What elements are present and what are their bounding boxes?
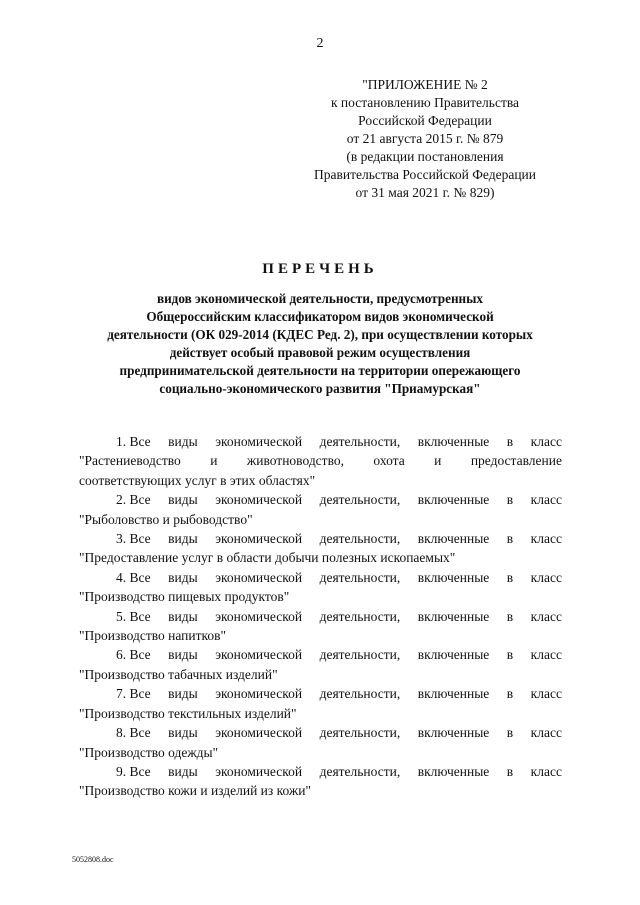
- item-word: виды: [168, 569, 198, 585]
- item-word: в: [506, 569, 514, 585]
- appendix-line: к постановлению Правительства: [330, 95, 520, 110]
- item-word: класс: [530, 492, 562, 508]
- item-word: деятельности,: [319, 647, 401, 663]
- list-item: [79, 432, 562, 490]
- item-first-line: [79, 490, 562, 509]
- item-word: виды: [168, 608, 198, 624]
- item-word: включенные: [417, 531, 490, 547]
- item-word: и: [434, 453, 442, 469]
- subtitle-line: предпринимательской деятельности на территории опережающего: [119, 363, 521, 378]
- item-first-line: [79, 645, 562, 664]
- item-first-line: [79, 568, 562, 587]
- item-word: экономической: [215, 686, 303, 702]
- item-word: включенные: [417, 763, 490, 779]
- item-word: класс: [530, 725, 562, 741]
- appendix-line: Российской Федерации: [358, 113, 492, 128]
- item-class-name: "Предоставление услуг в области добычи полезных ископаемых": [79, 550, 456, 566]
- item-word: в: [506, 434, 514, 449]
- item-first-line: [79, 607, 562, 626]
- item-third-line: соответствующих услуг в этих областях": [79, 472, 316, 488]
- item-word: класс: [530, 608, 562, 624]
- subtitle-line: деятельности (ОК 029-2014 (КДЕС Ред. 2), при осуществлении которых: [107, 327, 533, 342]
- item-word: включенные: [417, 492, 490, 508]
- item-word: предоставление: [470, 453, 562, 469]
- item-word: экономической: [215, 531, 303, 547]
- item-word: 9. Все: [116, 763, 151, 779]
- item-word: включенные: [417, 569, 490, 585]
- item-word: деятельности,: [319, 531, 401, 547]
- item-word: в: [506, 725, 514, 741]
- subtitle-line: видов экономической деятельности, предусмотренных: [156, 291, 484, 306]
- item-word: экономической: [215, 569, 303, 585]
- item-word: деятельности,: [319, 569, 401, 585]
- item-word: экономической: [215, 647, 303, 663]
- appendix-line: "ПРИЛОЖЕНИЕ № 2: [362, 77, 488, 92]
- item-word: класс: [530, 647, 562, 663]
- item-first-line: [79, 684, 562, 703]
- item-first-line: [79, 723, 562, 742]
- item-word: экономической: [215, 763, 303, 779]
- item-word: включенные: [417, 608, 490, 624]
- item-word: включенные: [417, 725, 490, 741]
- item-word: виды: [168, 434, 198, 449]
- item-word: экономической: [215, 608, 303, 624]
- item-word: включенные: [417, 686, 490, 702]
- item-word: включенные: [417, 647, 490, 663]
- item-word: деятельности,: [319, 686, 401, 702]
- subtitle-line: действует особый правовой режим осуществления: [169, 345, 471, 360]
- item-word: 2. Все: [116, 492, 151, 508]
- list-item: [79, 684, 562, 723]
- file-footer: 5052808.doc: [72, 855, 114, 864]
- subtitle-line: социально-экономического развития "Приамурская": [159, 381, 481, 396]
- item-word: 1. Все: [116, 434, 151, 449]
- item-word: в: [506, 608, 514, 624]
- item-word: экономической: [215, 434, 303, 449]
- item-word: в: [506, 686, 514, 702]
- list-item: [79, 607, 562, 646]
- item-first-line: [79, 432, 562, 451]
- item-class-name: "Производство напитков": [79, 628, 227, 644]
- item-word: класс: [530, 531, 562, 547]
- item-word: экономической: [215, 725, 303, 741]
- item-class-name: "Производство текстильных изделий": [79, 705, 297, 721]
- page-number: 2: [316, 36, 324, 51]
- item-word: виды: [168, 492, 198, 508]
- item-word: виды: [168, 686, 198, 702]
- subtitle-line: Общероссийским классификатором видов экономической: [146, 309, 494, 324]
- item-word: виды: [168, 725, 198, 741]
- item-word: "Растениеводство: [79, 453, 181, 469]
- item-word: в: [506, 492, 514, 508]
- item-word: экономической: [215, 492, 303, 508]
- item-word: деятельности,: [319, 492, 401, 508]
- appendix-line: от 21 августа 2015 г. № 879: [346, 131, 504, 146]
- list-item: [79, 529, 562, 568]
- activity-list: [79, 432, 562, 801]
- item-word: деятельности,: [319, 608, 401, 624]
- item-word: в: [506, 531, 514, 547]
- item-word: включенные: [417, 434, 490, 449]
- list-item: [79, 723, 562, 762]
- item-word: и: [210, 453, 218, 469]
- item-word: 7. Все: [116, 686, 151, 702]
- item-word: класс: [530, 569, 562, 585]
- item-first-line: [79, 762, 562, 781]
- list-item: [79, 645, 562, 684]
- item-word: 8. Все: [116, 725, 151, 741]
- list-item: [79, 568, 562, 607]
- appendix-header: [300, 76, 550, 202]
- appendix-line: Правительства Российской Федерации: [314, 167, 536, 182]
- item-word: в: [506, 763, 514, 779]
- appendix-line: (в редакции постановления: [346, 149, 504, 164]
- item-word: деятельности,: [319, 725, 401, 741]
- item-first-line: [79, 529, 562, 548]
- item-word: 4. Все: [116, 569, 151, 585]
- item-class-name: "Производство табачных изделий": [79, 666, 278, 682]
- item-word: класс: [530, 434, 562, 449]
- item-word: виды: [168, 763, 198, 779]
- list-item: [79, 762, 562, 801]
- item-word: 3. Все: [116, 531, 151, 547]
- item-word: виды: [168, 531, 198, 547]
- item-class-name: "Рыболовство и рыбоводство": [79, 511, 253, 527]
- item-word: деятельности,: [319, 434, 401, 449]
- item-second-line: [79, 451, 562, 470]
- item-word: виды: [168, 647, 198, 663]
- appendix-line: от 31 мая 2021 г. № 829): [355, 185, 495, 200]
- item-class-name: "Производство пищевых продуктов": [79, 589, 290, 605]
- item-word: животноводство,: [246, 453, 344, 469]
- item-word: в: [506, 647, 514, 663]
- document-subtitle: [60, 290, 580, 398]
- item-class-name: "Производство одежды": [79, 744, 219, 760]
- item-class-name: "Производство кожи и изделий из кожи": [79, 783, 311, 799]
- item-word: охота: [373, 453, 405, 469]
- item-word: 5. Все: [116, 608, 151, 624]
- item-word: 6. Все: [116, 647, 151, 663]
- item-word: деятельности,: [319, 763, 401, 779]
- item-word: класс: [530, 763, 562, 779]
- item-word: класс: [530, 686, 562, 702]
- document-title: ПЕРЕЧЕНЬ: [262, 261, 378, 277]
- list-item: [79, 490, 562, 529]
